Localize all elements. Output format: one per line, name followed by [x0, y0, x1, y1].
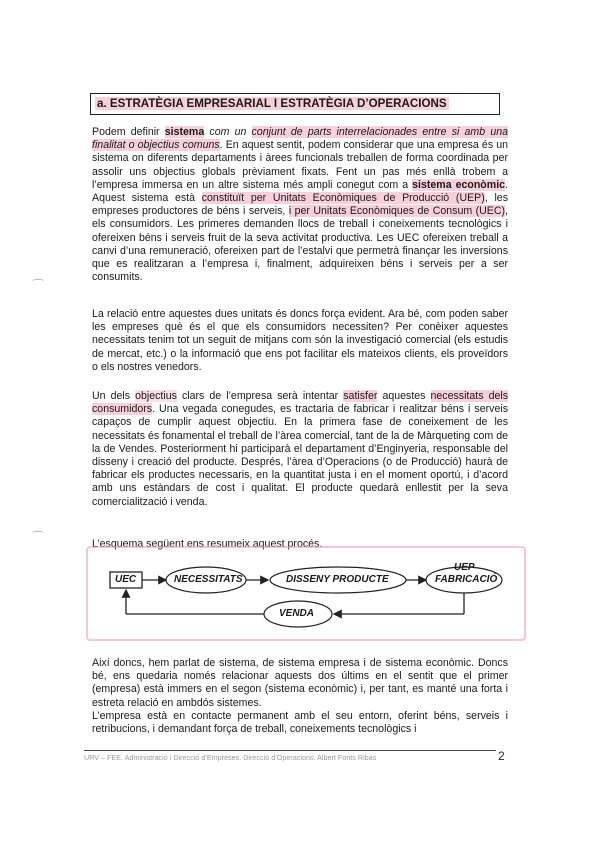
uec-label: UEC: [115, 574, 137, 585]
necessitats-highlight: necessitats dels consumidors: [92, 390, 508, 416]
section-title: [90, 93, 500, 115]
diagram-graphics: [86, 546, 526, 641]
term-sistema: sistema: [164, 126, 205, 138]
section-title-highlight: [95, 97, 449, 110]
paragraph-objectius: Un dels objectius clars de l’empresa serà intentar satisfer aquestes necessitats dels consumidors. Una vegada conegudes, es tractaria de fabricar i realitzar béns i serveis capaços de cumplir aquest objectiu. En la primera fase de coneixement de les necessitats és fonamental el treball de l’àrea comercial, tant de la de Màrqueting com de la de Vendes. Posteriorment hi participarà el departament d’Enginyeria, responsable del disseny i creació del producte. Després, l’àrea d’Operacions (o de Producció) haurà de fabricar els productes necessaris, en la quantitat justa i en el moment oportú, i d’acord amb uns estàndars de cost i qualitat. El producte quedarà enllestit per la seva comercialització i venda.: [92, 390, 508, 508]
paragraph-entorn: L’empresa està en contacte permanent amb el seu entorn, oferint béns, serveis i retribucions, i demandant força de treball, coneixements tecnològics i: [92, 710, 508, 736]
page-number: 2: [498, 749, 505, 763]
footer-divider: [84, 750, 496, 751]
satisfer-highlight: satisfer: [343, 390, 378, 402]
paragraph-sistema: Podem definir sistema com un conjunt de parts interrelacionades entre si amb una finalitat o objectius comuns. En aquest sentit, podem considerar que una empresa és un sistema on diferents departaments i àrees funcionals treballen de forma coordinada per assolir uns objectius globals prèviament fixats. Fent un pas més enllà trobem a l’empresa immersa en un altre sistema més ampli conegut com a sistema econòmic. Aquest sistema està constituït per Unitats Econòmiques de Producció (UEP), les empreses productores de béns i serveis, i per Unitats Econòmiques de Consum (UEC), els consumidors. Les primeres demanden llocs de treball i coneixements tecnològics i ofereixen béns i serveis fruit de la seva activitat productiva. Les UEC ofereixen treball a canvi d’una remuneració, ofereixen part de l’estalvi que permetrà finançar les inversions que es realitzaran a l’empresa i, finalment, adquireixen béns i serveis per a ser consumits.: [92, 126, 508, 284]
margin-mark: ⌒: [32, 278, 45, 292]
uep-highlight: constituït per Unitats Econòmiques de Producció (UEP): [201, 192, 485, 205]
section-title-prefix: a.: [97, 97, 110, 110]
uep-label: UEP: [454, 562, 475, 573]
section-title-text: ESTRATÈGIA EMPRESARIAL I ESTRATÈGIA D’OPERACIONS: [109, 97, 447, 110]
fabricacio-label: FABRICACIÓ: [435, 574, 498, 585]
paragraph-esquema: L’esquema següent ens resumeix aquest procés.: [92, 538, 323, 550]
margin-mark: ⌒: [32, 530, 45, 544]
term-sistema-economic: sistema econòmic: [412, 178, 506, 191]
uec-highlight: i per Unitats Econòmiques de Consum (UEC): [288, 205, 506, 218]
paragraph-relacio: La relació entre aquestes dues unitats és doncs força evident. Ara bé, com poden saber les empreses què és el que els consumidors necessiten? Per conèixer aquestes necessitats tenim tot un seguit de mitjans com són la investigació comercial (els estudis de mercat, etc.) o la informació que ens pot facilitar els mateixos clients, els proveïdors o els nostres venedors.: [92, 308, 508, 373]
venda-label: VENDA: [279, 608, 315, 619]
definition-highlight: conjunt de parts interrelacionades entre si amb una finalitat o objectius comuns: [92, 126, 508, 152]
process-diagram: [86, 546, 526, 641]
disseny-label: DISSENY PRODUCTE: [286, 574, 389, 585]
objectius-highlight: objectius: [135, 390, 177, 402]
necessitats-label: NECESSITATS: [174, 574, 243, 585]
footer-text: URV – FEE. Administració i Direcció d’Empreses. Direcció d’Operacions. Albert Fonts Ribas: [84, 753, 377, 762]
paragraph-sistemes: Així doncs, hem parlat de sistema, de sistema empresa i de sistema econòmic. Doncs bé, ens quedaria només relacionar aquests dos últims en el sentit que el primer (empresa) està immers en el segon (sistema econòmic) i, per tant, es manté una forta i estreta relació en ambdós sistemes.: [92, 657, 508, 709]
